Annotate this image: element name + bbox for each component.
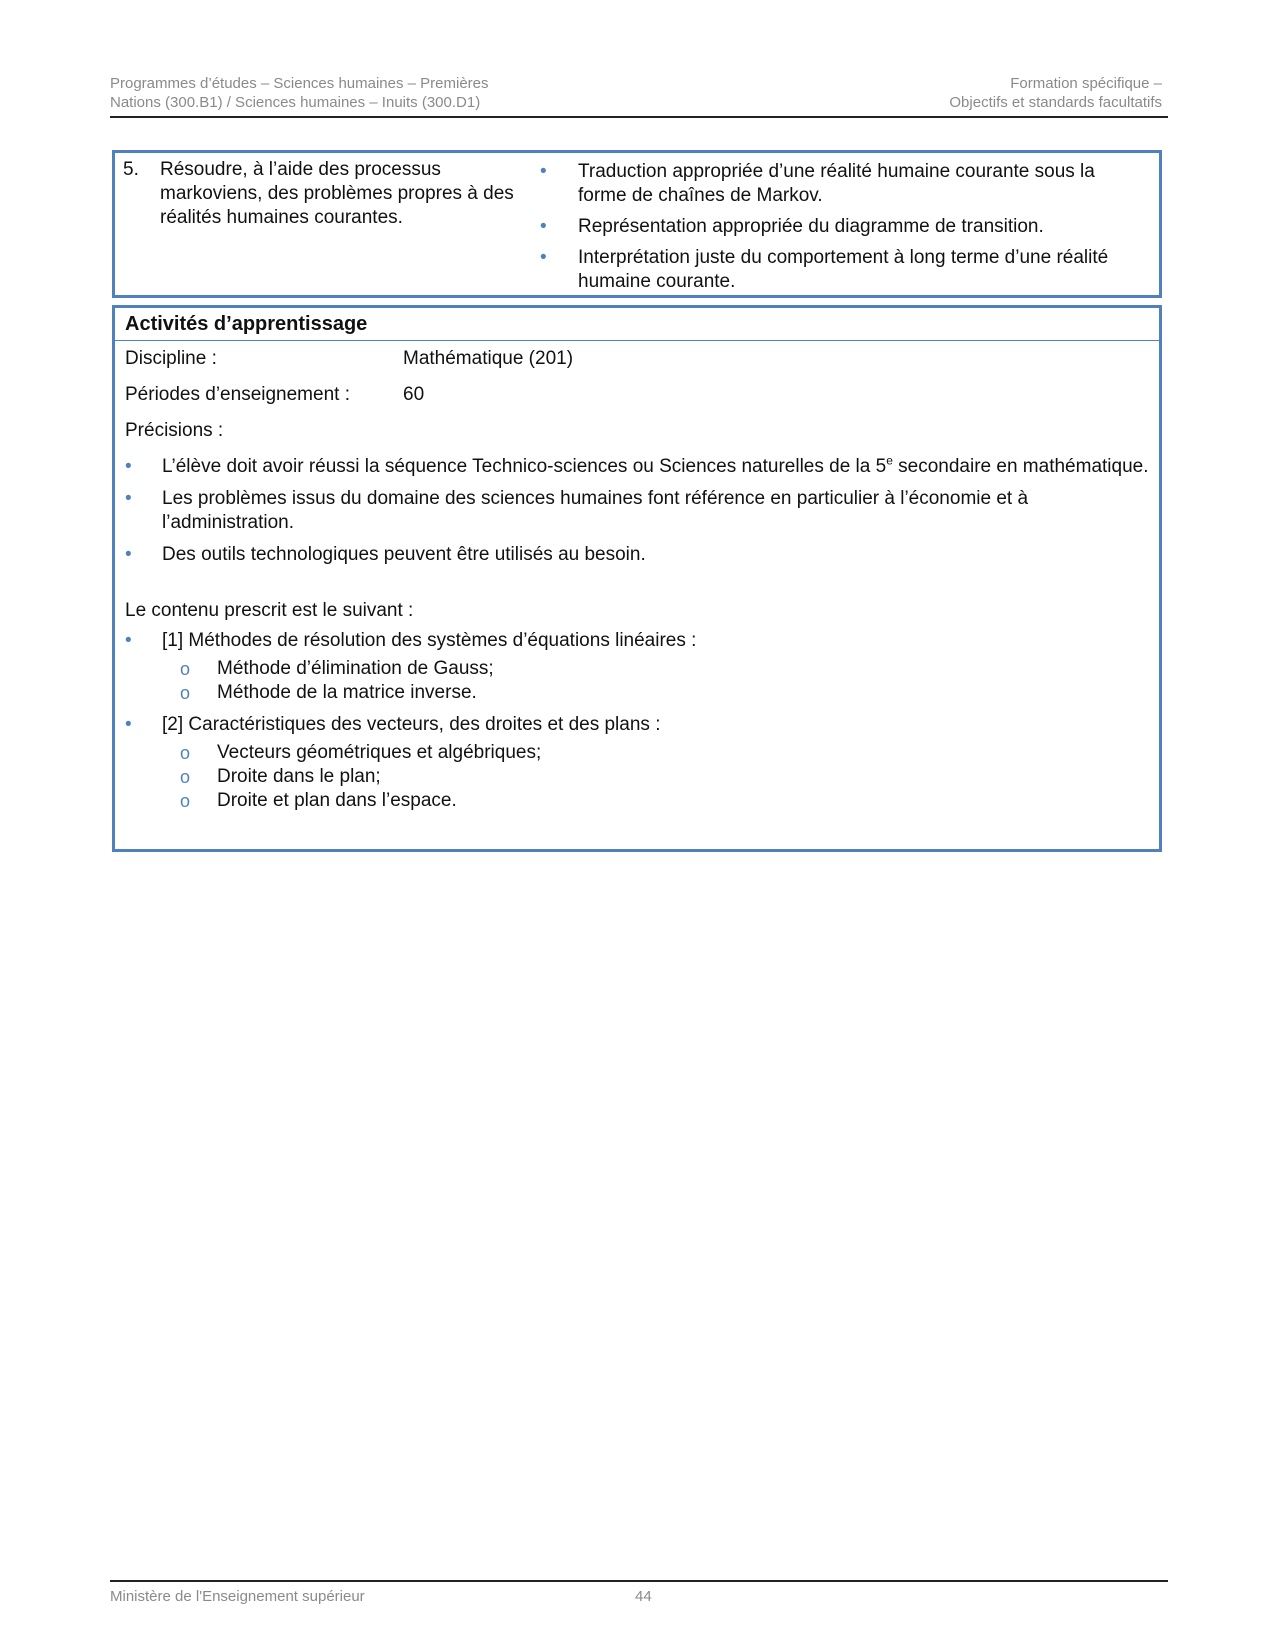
sub-list-item — [162, 765, 1149, 789]
list-item — [125, 713, 1149, 813]
list-item — [125, 629, 1149, 705]
bullet-icon: • — [125, 544, 132, 565]
sub-list-item — [162, 741, 1149, 765]
superscript: e — [886, 453, 893, 468]
precision-text: L’élève doit avoir réussi la séquence Technico-sciences ou Sciences naturelles de la 5 — [162, 456, 887, 477]
ring-bullet-icon: o — [180, 767, 191, 787]
bullet-icon: • — [540, 216, 547, 237]
discipline-row — [125, 341, 1149, 377]
ring-bullet-icon: o — [180, 743, 191, 763]
list-item — [125, 543, 1149, 567]
discipline-value: Mathématique (201) — [403, 348, 574, 369]
precisions-label: Précisions : — [125, 420, 224, 441]
objective-number: 5. — [123, 159, 139, 180]
activities-box — [112, 305, 1162, 852]
activities-title: Activités d’apprentissage — [115, 308, 1159, 341]
periods-row — [125, 377, 1149, 413]
sub-item-text: Vecteurs géométriques et algébriques; — [217, 742, 542, 763]
precision-text: secondaire en mathématique. — [892, 456, 1149, 477]
discipline-label: Discipline : — [125, 348, 217, 369]
sub-item-text: Méthode de la matrice inverse. — [217, 682, 477, 703]
periods-value: 60 — [403, 384, 425, 405]
content-intro: Le contenu prescrit est le suivant : — [125, 600, 414, 621]
list-item — [540, 160, 1140, 208]
sub-list-item — [162, 657, 1149, 681]
standard-text: Interprétation juste du comportement à long terme d’une réalité humaine courante. — [578, 247, 1109, 292]
content-title: [1] Méthodes de résolution des systèmes d’équations linéaires : — [162, 630, 697, 651]
list-item — [540, 215, 1140, 239]
precisions-list — [125, 455, 1149, 567]
header-left — [110, 74, 489, 112]
bullet-icon: • — [540, 161, 547, 182]
footer-ministry: Ministère de l'Enseignement supérieur — [110, 1588, 365, 1605]
standard-text: Représentation appropriée du diagramme de transition. — [578, 216, 1044, 237]
sub-list-item — [162, 681, 1149, 705]
sub-list — [162, 741, 1149, 813]
objective — [123, 158, 523, 230]
objective-box — [112, 150, 1162, 298]
sub-item-text: Droite et plan dans l’espace. — [217, 790, 457, 811]
sub-list-item — [162, 789, 1149, 813]
page-header — [110, 74, 1168, 118]
list-item — [125, 455, 1149, 479]
page-number: 44 — [635, 1588, 652, 1605]
sub-item-text: Droite dans le plan; — [217, 766, 381, 787]
page-footer — [110, 1580, 1168, 1605]
list-item — [125, 487, 1149, 535]
precisions-row — [125, 413, 1149, 449]
bullet-icon: • — [125, 714, 132, 735]
sub-list — [162, 657, 1149, 705]
content-list — [125, 629, 1149, 813]
bullet-icon: • — [125, 630, 132, 651]
standard-text: Traduction appropriée d’une réalité humaine courante sous la forme de chaînes de Markov. — [578, 161, 1095, 206]
precision-text: Les problèmes issus du domaine des sciences humaines font référence en particulier à l’économie et à l’administration. — [162, 488, 1029, 533]
objective-text: Résoudre, à l’aide des processus markoviens, des problèmes propres à des réalités humaines courantes. — [160, 159, 514, 228]
list-item — [540, 246, 1140, 294]
ring-bullet-icon: o — [180, 791, 191, 811]
content-title: [2] Caractéristiques des vecteurs, des droites et des plans : — [162, 714, 661, 735]
standards-list — [540, 160, 1140, 301]
activities-content — [115, 341, 1159, 813]
ring-bullet-icon: o — [180, 659, 191, 679]
header-right — [949, 74, 1162, 112]
header-right-line2: Objectifs et standards facultatifs — [949, 94, 1162, 111]
ring-bullet-icon: o — [180, 683, 191, 703]
header-left-line1: Programmes d’études – Sciences humaines – Premières — [110, 75, 489, 92]
header-left-line2: Nations (300.B1) / Sciences humaines – Inuits (300.D1) — [110, 94, 481, 111]
bullet-icon: • — [540, 247, 547, 268]
bullet-icon: • — [125, 456, 132, 477]
header-right-line1: Formation spécifique – — [1010, 75, 1162, 92]
periods-label: Périodes d’enseignement : — [125, 384, 350, 405]
sub-item-text: Méthode d’élimination de Gauss; — [217, 658, 494, 679]
precision-text: Des outils technologiques peuvent être utilisés au besoin. — [162, 544, 646, 565]
bullet-icon: • — [125, 488, 132, 509]
